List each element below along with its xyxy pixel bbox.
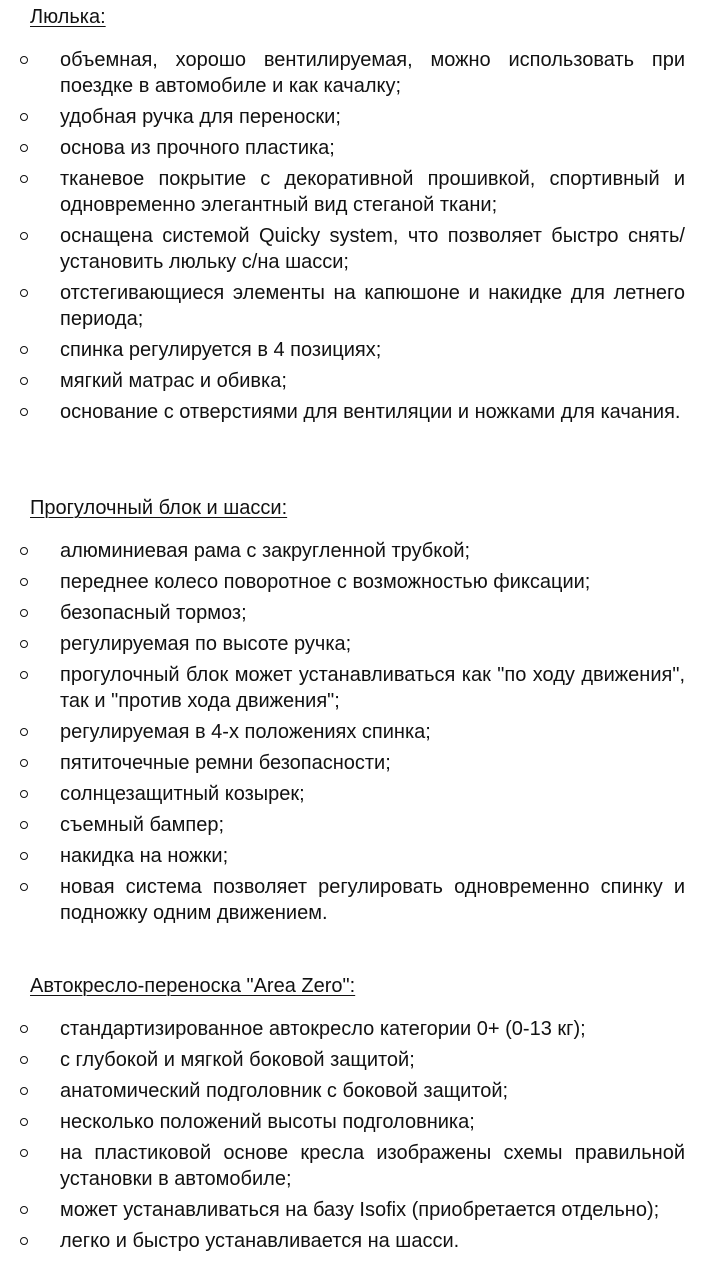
bullet-circle-icon — [20, 1206, 28, 1214]
list-item: может устанавливаться на базу Isofix (приобретается отдельно); — [0, 1197, 685, 1223]
list-item: объемная, хорошо вентилируемая, можно использовать при поездке в автомобиле и как качалку; — [0, 47, 685, 99]
list-item: оснащена системой Quicky system, что позволяет быстро снять/установить люльку с/на шасси; — [0, 223, 685, 275]
feature-list — [0, 47, 718, 430]
list-item: тканевое покрытие с декоративной прошивкой, спортивный и одновременно элегантный вид стеганой ткани; — [0, 166, 685, 218]
bullet-circle-icon — [20, 728, 28, 736]
list-item: стандартизированное автокресло категории 0+ (0-13 кг); — [0, 1016, 685, 1042]
list-item: переднее колесо поворотное с возможностью фиксации; — [0, 569, 685, 595]
bullet-circle-icon — [20, 821, 28, 829]
list-item: регулируемая по высоте ручка; — [0, 631, 685, 657]
list-item: легко и быстро устанавливается на шасси. — [0, 1228, 685, 1254]
list-item: накидка на ножки; — [0, 843, 685, 869]
bullet-circle-icon — [20, 377, 28, 385]
list-item: с глубокой и мягкой боковой защитой; — [0, 1047, 685, 1073]
feature-list — [0, 1016, 718, 1259]
section-heading: Люлька: — [30, 6, 106, 28]
bullet-circle-icon — [20, 1087, 28, 1095]
bullet-circle-icon — [20, 232, 28, 240]
bullet-circle-icon — [20, 56, 28, 64]
bullet-circle-icon — [20, 609, 28, 617]
bullet-circle-icon — [20, 289, 28, 297]
bullet-circle-icon — [20, 1237, 28, 1245]
list-item: отстегивающиеся элементы на капюшоне и накидке для летнего периода; — [0, 280, 685, 332]
list-item: удобная ручка для переноски; — [0, 104, 685, 130]
bullet-circle-icon — [20, 547, 28, 555]
feature-list — [0, 538, 718, 931]
list-item: солнцезащитный козырек; — [0, 781, 685, 807]
list-item: алюминиевая рама с закругленной трубкой; — [0, 538, 685, 564]
list-item: на пластиковой основе кресла изображены схемы правильной установки в автомобиле; — [0, 1140, 685, 1192]
bullet-circle-icon — [20, 1056, 28, 1064]
list-item: несколько положений высоты подголовника; — [0, 1109, 685, 1135]
bullet-circle-icon — [20, 408, 28, 416]
bullet-circle-icon — [20, 640, 28, 648]
list-item: новая система позволяет регулировать одновременно спинку и подножку одним движением. — [0, 874, 685, 926]
bullet-circle-icon — [20, 144, 28, 152]
list-item: анатомический подголовник с боковой защитой; — [0, 1078, 685, 1104]
list-item: съемный бампер; — [0, 812, 685, 838]
section-heading: Автокресло-переноска "Area Zero": — [30, 975, 356, 997]
bullet-circle-icon — [20, 346, 28, 354]
bullet-circle-icon — [20, 671, 28, 679]
bullet-circle-icon — [20, 883, 28, 891]
bullet-circle-icon — [20, 790, 28, 798]
list-item: пятиточечные ремни безопасности; — [0, 750, 685, 776]
bullet-circle-icon — [20, 175, 28, 183]
list-item: прогулочный блок может устанавливаться как "по ходу движения", так и "против хода движения"; — [0, 662, 685, 714]
bullet-circle-icon — [20, 759, 28, 767]
list-item: основа из прочного пластика; — [0, 135, 685, 161]
bullet-circle-icon — [20, 113, 28, 121]
bullet-circle-icon — [20, 1118, 28, 1126]
list-item: спинка регулируется в 4 позициях; — [0, 337, 685, 363]
list-item: основание с отверстиями для вентиляции и ножками для качания. — [0, 399, 685, 425]
list-item: безопасный тормоз; — [0, 600, 685, 626]
bullet-circle-icon — [20, 1149, 28, 1157]
bullet-circle-icon — [20, 852, 28, 860]
list-item: регулируемая в 4-х положениях спинка; — [0, 719, 685, 745]
bullet-circle-icon — [20, 578, 28, 586]
list-item: мягкий матрас и обивка; — [0, 368, 685, 394]
section-heading: Прогулочный блок и шасси: — [30, 497, 288, 519]
bullet-circle-icon — [20, 1025, 28, 1033]
